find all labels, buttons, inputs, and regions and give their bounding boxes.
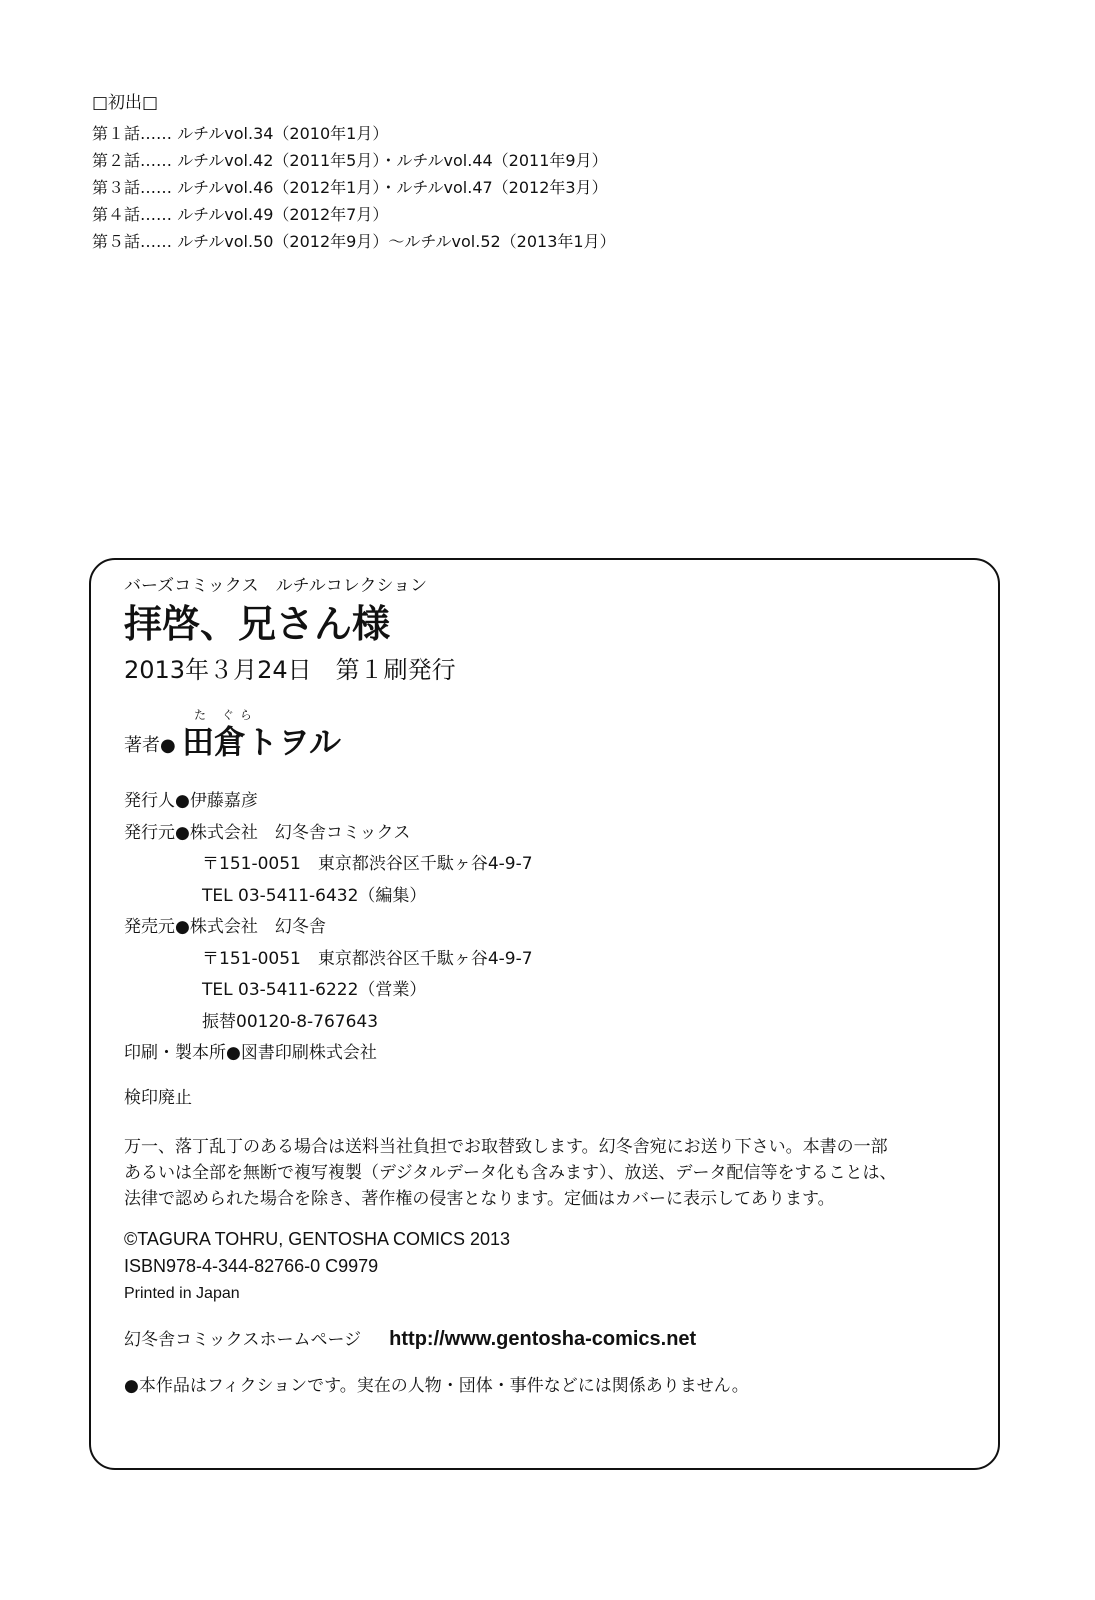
colophon-box xyxy=(89,558,1000,1470)
book-title: 拝啓、兄さん様 xyxy=(124,602,391,646)
copyright-line: ©TAGURA TOHRU, GENTOSHA COMICS 2013 xyxy=(124,1228,511,1249)
author-ruby: た ぐら xyxy=(194,708,258,722)
author-name: 田倉トヲル xyxy=(182,723,342,761)
rights-block xyxy=(124,1226,974,1307)
first-publication-line: 第１話…… ルチルvol.34（2010年1月） xyxy=(92,124,389,143)
publisher-company: 発行元●株式会社 幻冬舎コミックス xyxy=(124,822,411,843)
first-publication-line: 第５話…… ルチルvol.50（2012年9月）～ルチルvol.52（2013年1月） xyxy=(92,232,616,251)
publisher-info xyxy=(124,786,974,1070)
printer: 印刷・製本所●図書印刷株式会社 xyxy=(124,1043,377,1063)
distributor-company: 発売元●株式会社 幻冬舎 xyxy=(124,917,326,937)
publisher-person: 発行人●伊藤嘉彦 xyxy=(124,791,258,811)
author-label: 著者● xyxy=(124,735,176,756)
edition-date: 2013年３月24日 第１刷発行 xyxy=(124,656,456,684)
homepage-line xyxy=(124,1327,974,1352)
distributor-address: 〒151-0051 東京都渋谷区千駄ヶ谷4-9-7 xyxy=(202,948,533,969)
publisher-tel: TEL 03-5411-6432（編集） xyxy=(202,885,427,906)
first-publication-section xyxy=(92,92,712,255)
first-publication-line: 第３話…… ルチルvol.46（2012年1月）・ルチルvol.47（2012年3月） xyxy=(92,178,608,197)
isbn-line: ISBN978-4-344-82766-0 C9979 xyxy=(124,1255,379,1276)
distributor-tel: TEL 03-5411-6222（営業） xyxy=(202,980,427,1000)
author-block xyxy=(124,708,974,770)
fiction-disclaimer: ●本作品はフィクションです。実在の人物・団体・事件などには関係ありません。 xyxy=(124,1375,749,1396)
series-name: バーズコミックス ルチルコレクション xyxy=(124,576,428,596)
notice-line: あるいは全部を無断で複写複製（デジタルデータ化も含みます）、放送、データ配信等をすることは、 xyxy=(124,1162,897,1183)
publisher-address: 〒151-0051 東京都渋谷区千駄ヶ谷4-9-7 xyxy=(202,854,533,874)
transfer-account: 振替00120-8-767643 xyxy=(202,1011,379,1032)
first-publication-line: 第４話…… ルチルvol.49（2012年7月） xyxy=(92,205,389,224)
colophon-content xyxy=(124,574,974,1398)
notice-line: 法律で認められた場合を除き、著作権の侵害となります。定価はカバーに表示してあります。 xyxy=(124,1188,835,1209)
homepage-label: 幻冬舎コミックスホームページ xyxy=(124,1329,362,1350)
first-publication-heading: □初出□ xyxy=(92,93,159,113)
notice-line: 万一、落丁乱丁のある場合は送料当社負担でお取替致します。幻冬舎宛にお送り下さい。本書の一部 xyxy=(124,1136,888,1157)
first-publication-line: 第２話…… ルチルvol.42（2011年5月）・ルチルvol.44（2011年9月） xyxy=(92,151,608,170)
homepage-url: http://www.gentosha-comics.net xyxy=(389,1327,697,1350)
copyright-notice xyxy=(124,1134,974,1212)
printed-in-line: Printed in Japan xyxy=(124,1284,240,1302)
seal-omitted-note: 検印廃止 xyxy=(124,1087,192,1108)
